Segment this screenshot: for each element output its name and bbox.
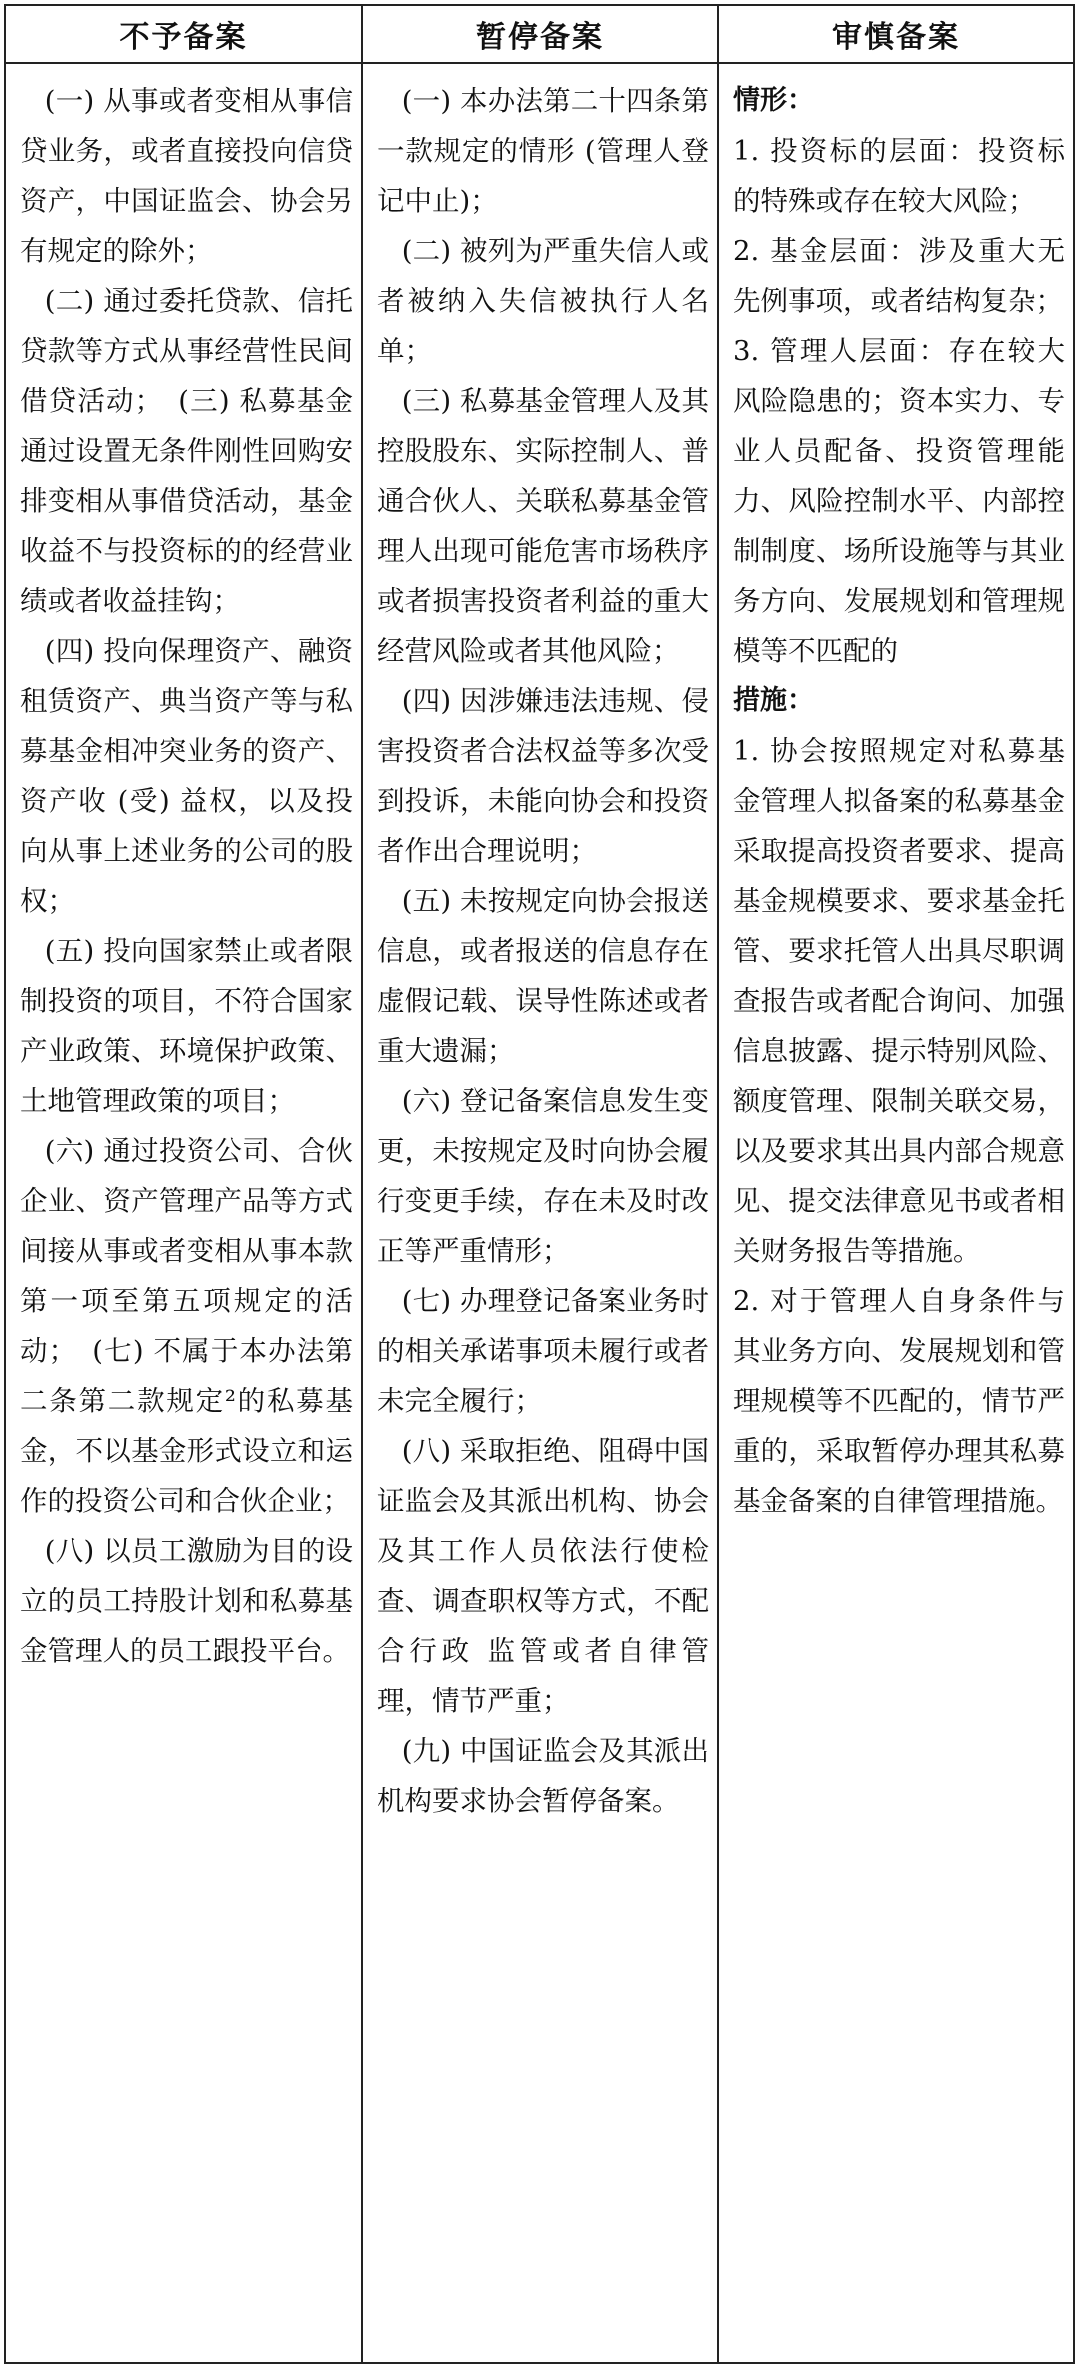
header-cautious: 审慎备案 [717, 6, 1073, 64]
suspended-item: (三) 私募基金管理人及其控股股东、实际控制人、普通合伙人、关联私募基金管理人出现可能危害市场秩序或者损害投资者利益的重大经营风险或者其他风险； [377, 385, 709, 667]
suspended-item: (八) 采取拒绝、阻碍中国证监会及其派出机构、协会及其工作人员依法行使检查、调查职权等方式，不配合行政 监管或者自律管理，情节严重； [377, 1435, 709, 1717]
not-filed-item: (四) 投向保理资产、融资租赁资产、典当资产等与私募基金相冲突业务的资产、资产收 (受) 益权，以及投向从事上述业务的公司的股权； [20, 635, 353, 917]
suspended-item: (六) 登记备案信息发生变更，未按规定及时向协会履行变更手续，存在未及时改正等严重情形； [377, 1085, 709, 1267]
not-filed-item: (五) 投向国家禁止或者限制投资的项目，不符合国家产业政策、环境保护政策、土地管理政策的项目； [20, 935, 353, 1117]
suspended-item: (五) 未按规定向协会报送信息，或者报送的信息存在虚假记载、误导性陈述或者重大遗漏； [377, 885, 709, 1067]
column-suspended [361, 64, 717, 2362]
measures-heading: 措施： [733, 685, 814, 716]
situations-heading: 情形： [733, 85, 814, 116]
suspended-item: (一) 本办法第二十四条第一款规定的情形 (管理人登记中止)； [377, 85, 709, 217]
suspended-item: (九) 中国证监会及其派出机构要求协会暂停备案。 [377, 1735, 709, 1817]
situation-item: 3. 管理人层面：存在较大风险隐患的；资本实力、专业人员配备、投资管理能力、风险控制水平、内部控制制度、场所设施等与其业务方向、发展规划和管理规模等不匹配的 [733, 335, 1065, 667]
suspended-item: (七) 办理登记备案业务时的相关承诺事项未履行或者未完全履行； [377, 1285, 709, 1417]
header-suspended: 暂停备案 [361, 6, 717, 64]
column-cautious [717, 64, 1073, 2362]
measure-item: 2. 对于管理人自身条件与其业务方向、发展规划和管理规模等不匹配的，情节严重的，采取暂停办理其私募基金备案的自律管理措施。 [733, 1285, 1065, 1517]
suspended-item: (二) 被列为严重失信人或者被纳入失信被执行人名单； [377, 235, 709, 367]
situation-item: 1. 投资标的层面：投资标的特殊或存在较大风险； [733, 135, 1065, 217]
not-filed-item: (六) 通过投资公司、合伙企业、资产管理产品等方式间接从事或者变相从事本款第一项至第五项规定的活动； (七) 不属于本办法第二条第二款规定²的私募基金，不以基金形式设立和运作的投资公司和合伙企业； [20, 1135, 353, 1517]
situation-item: 2. 基金层面：涉及重大无先例事项，或者结构复杂； [733, 235, 1065, 317]
filing-comparison-table [4, 4, 1075, 2364]
not-filed-item: (一) 从事或者变相从事信贷业务，或者直接投向信贷资产，中国证监会、协会另有规定的除外； [20, 85, 353, 267]
header-not-filed: 不予备案 [6, 6, 361, 64]
not-filed-item: (八) 以员工激励为目的设立的员工持股计划和私募基金管理人的员工跟投平台。 [20, 1535, 353, 1667]
column-not-filed [6, 64, 361, 2362]
suspended-item: (四) 因涉嫌违法违规、侵害投资者合法权益等多次受到投诉，未能向协会和投资者作出合理说明； [377, 685, 709, 867]
not-filed-item: (二) 通过委托贷款、信托贷款等方式从事经营性民间借贷活动； (三) 私募基金通过设置无条件刚性回购安排变相从事借贷活动，基金收益不与投资标的的经营业绩或者收益挂钩； [20, 285, 353, 617]
measure-item: 1. 协会按照规定对私募基金管理人拟备案的私募基金采取提高投资者要求、提高基金规模要求、要求基金托管、要求托管人出具尽职调查报告或者配合询问、加强信息披露、提示特别风险、额度管理、限制关联交易，以及要求其出具内部合规意见、提交法律意见书或者相关财务报告等措施。 [733, 735, 1065, 1267]
